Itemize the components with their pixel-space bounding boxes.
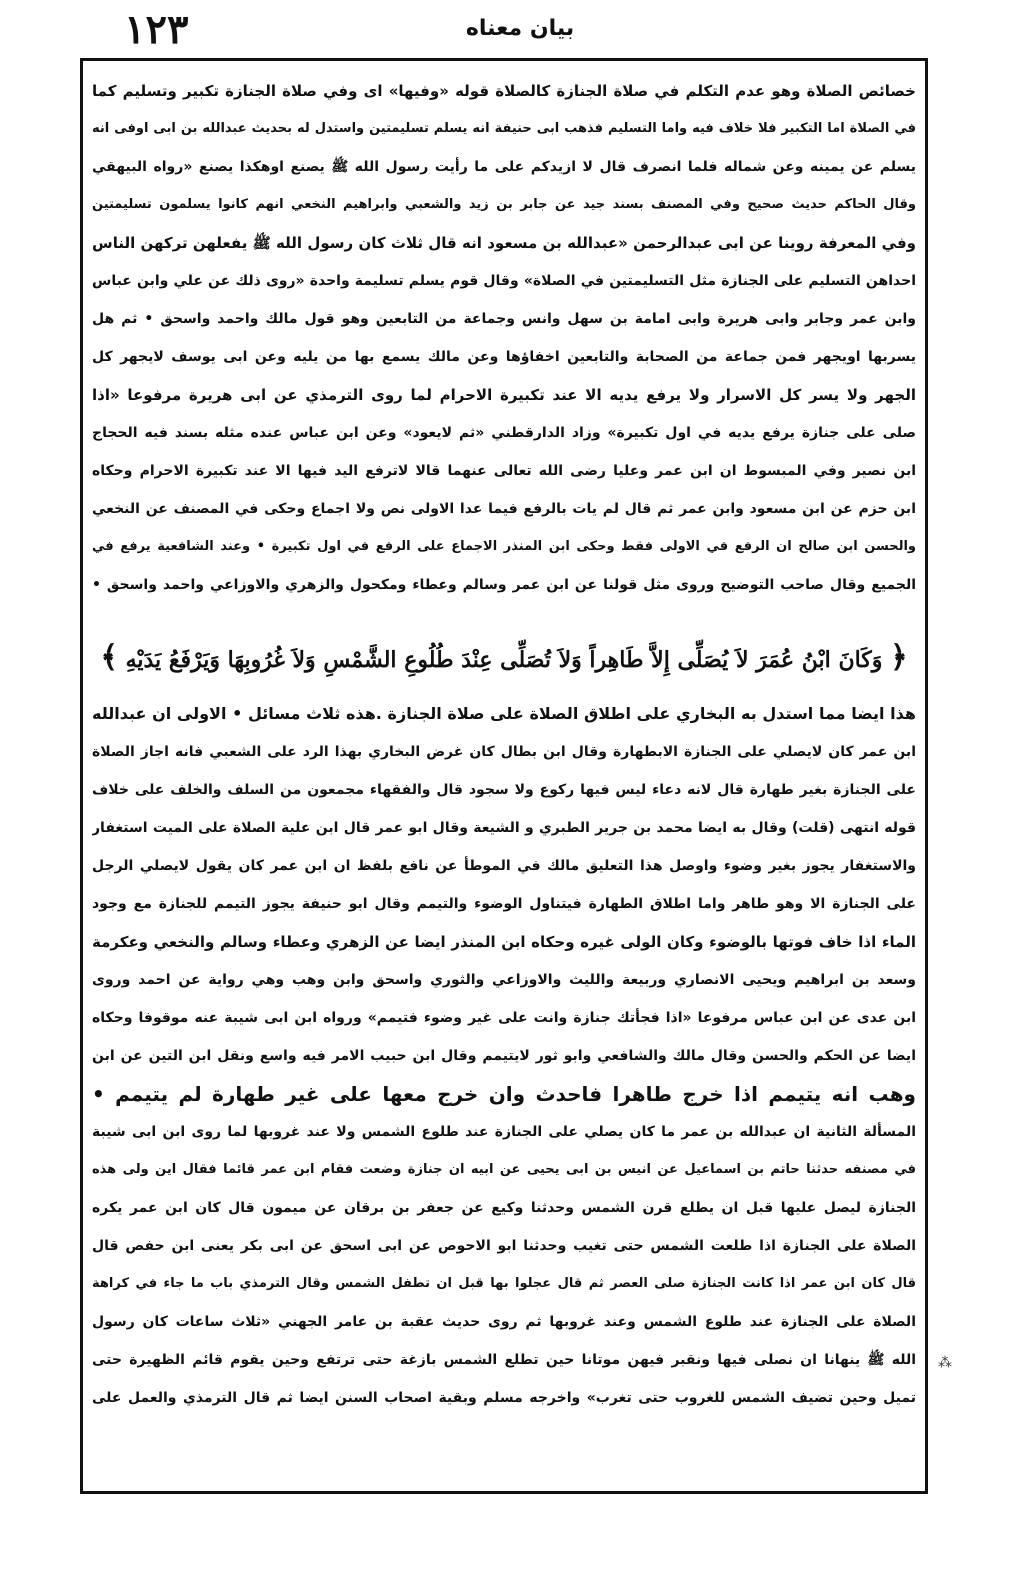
heading-close-bracket: ﴾ [100,640,118,675]
running-title: بيان معناه [465,16,575,41]
text-line: الماء اذا خاف فوتها بالوضوء وكان الولى غيره وحكاه ابن المنذر ايضا عن الزهري وعطاء وسالم والنخعي وعكرمة [92,933,916,951]
text-line: ابن نصير وفي المبسوط ان ابن عمر وعليا رضى الله تعالى عنهما قالا لاترفع اليد فيها الا عند تكبيرة الاحرام وحكاه [92,463,916,479]
text-line: والاستغفار يجوز بغير وضوء واوصل هذا التعليق مالك في الموطأ عن نافع بلفظ ان ابن عمر كان يقول لايصلي الرجل [92,858,916,874]
text-line: المسألة الثانية ان عبدالله بن عمر ما كان يصلي على الجنازة عند طلوع الشمس ولا عند غروبها لما روى ابن ابى شيبة [92,1124,916,1140]
text-line: قال كان ابن عمر اذا كانت الجنازة صلى العصر ثم قال عجلوا بها قبل ان تطفل الشمس وقال الترمذي باب ما جاء في كراهة [92,1276,916,1291]
commentary-block-bottom [92,695,916,1417]
text-line: في الصلاة اما التكبير فلا خلاف فيه واما التسليم فذهب ابى حنيفة انه يسلم تسليمتين واستدل له بحديث عبدالله بن ابى اوفى انه [92,121,916,136]
text-line: هذا ايضا مما استدل به البخاري على اطلاق الصلاة على صلاة الجنازة .هذه ثلاث مسائل • الاولى ان عبدالله [92,704,916,723]
text-line: يسلم عن يمينه وعن شماله فلما انصرف قال لا ازيدكم على ما رأيت رسول الله ﷺ يصنع اوهكذا يصنع «رواه البيهقي [92,159,916,175]
text-line: وهب انه يتيمم اذا خرج طاهرا فاحدث وان خرج معها على غير طهارة لم يتيمم • [92,1082,916,1106]
text-line: ابن حزم عن ابن مسعود وابن عمر ثم قال لم يات بالرفع فيما عدا الاولى نص ولا اجماع وحكى في المصنف عن النخعي [92,501,916,517]
text-line: وابن عمر وجابر وابى هريرة وابى امامة بن سهل وانس وجماعة من التابعين وهو قول مالك واحمد واسحق • ثم هل [92,311,916,327]
text-line: وسعد بن ابراهيم ويحيى الانصاري وربيعة والليث والاوزاعي والثوري واسحق وابن وهب وهي رواية عن احمد وروى [92,972,916,988]
text-line: الجهر ولا يسر كل الاسرار ولا يرفع يديه الا عند تكبيرة الاحرام لما روى الترمذي عن ابى هريرة مرفوعا «اذا [92,386,916,404]
text-line: على الجنازة الا وهو طاهر واما اطلاق الطهارة فيتناول الوضوء والتيمم وقال ابو حنيفة يجوز التيمم للجنازة مع وجود [92,896,916,912]
text-line: على الجنازة بغير طهارة قال لانه دعاء ليس فيها ركوع ولا سجود قال والفقهاء مجمعون من السلف والخلف على خلاف [92,782,916,798]
text-line: الصلاة على الجنازة عند طلوع الشمس وعند غروبها ثم روى حديث عقبة بن عامر الجهني «ثلاث ساعات كان رسول [92,1314,916,1330]
text-line: في مصنفه حدثنا حاتم بن اسماعيل عن انيس بن ابى يحيى عن ابيه ان جنازة وضعت فقام ابن عمر قائما فقال اين ولى هذه [92,1162,916,1177]
commentary-block-top [92,72,916,604]
page-number: ١٢٣ [124,6,189,53]
hadith-heading [92,634,916,682]
margin-mark: ⁂ [938,1355,952,1371]
text-line: ابن عدى عن ابن عباس مرفوعا «اذا فجأتك جنازة وانت على غير وضوء فتيمم» ورواه ابن ابى شيبة عنه موقوفا وحكاه [92,1010,916,1026]
text-line: ايضا عن الحكم والحسن وقال مالك والشافعي وابو ثور لايتيمم وقال ابن حبيب الامر فيه واسع ونقل ابن التين عن ابن [92,1048,916,1064]
text-line: الجنازة ليصل عليها قبل ان يطلع قرن الشمس وحدثنا وكيع عن جعفر بن برقان عن ميمون قال كان ابن عمر يكره [92,1200,916,1216]
text-line: ابن عمر كان لايصلي على الجنازة الابطهارة وقال ابن بطال كان غرض البخاري بهذا الرد على الشعبي فانه اجاز الصلاة [92,744,916,760]
text-line: يسربها اويجهر فمن جماعة من الصحابة والتابعين اخفاؤها وعن مالك يسمع بها من يليه وعن ابى يوسف لايجهر كل [92,349,916,365]
text-line: الجميع وقال صاحب التوضيح وروى مثل قولنا عن ابن عمر وسالم وعطاء ومكحول والزهري والاوزاعي واحمد واسحق • [92,577,916,593]
text-line: صلى على جنازة يرفع يديه في اول تكبيرة» وزاد الدارقطني «ثم لايعود» وعن ابن عباس عنده مثله بسند فيه الحجاج [92,425,916,441]
text-line: والحسن ابن صالح ان الرفع في الاولى فقط وحكى ابن المنذر الاجماع على الرفع في اول تكبيرة • وعند الشافعية يرفع في [92,539,916,554]
text-line: الصلاة على الجنازة اذا طلعت الشمس حتى تغيب وحدثنا ابو الاحوص عن ابى اسحق عن ابى بكر يعنى ابن حفص قال [92,1238,916,1254]
text-line: وفي المعرفة روينا عن ابى عبدالرحمن «عبدالله بن مسعود انه قال ثلاث كان رسول الله ﷺ يفعلهن تركهن الناس [92,234,916,252]
text-line: الله ﷺ ينهانا ان نصلى فيها ونقبر فيهن موتانا حين تطلع الشمس بازغة حتى ترتفع وحين يقوم قائم الظهيرة حتى [92,1352,916,1368]
text-line: قوله انتهى (قلت) وقال به ايضا محمد بن جرير الطبري و الشيعة وقال ابو عمر قال ابن علية الصلاة على الميت استغفار [92,820,916,836]
heading-text: وَكَانَ ابْنُ عُمَرَ لاَ يُصَلِّى إِلاَّ طَاهِراً وَلاَ تُصَلِّى عِنْدَ طُلُوعِ الشَّمْسِ وَلاَ غُرُوبِهَا وَيَرْفَعُ يَدَيْهِ [125,647,883,673]
heading-open-bracket: ﴿ [890,640,908,675]
text-line: خصائص الصلاة وهو عدم التكلم في صلاة الجنازة كالصلاة قوله «وفيها» اى وفي صلاة الجنازة تكبير وتسليم كما [92,82,916,100]
text-line: تميل وحين تضيف الشمس للغروب حتى تغرب» واخرجه مسلم وبقية اصحاب السنن ايضا ثم قال الترمذي والعمل على [92,1390,916,1406]
text-line: وقال الحاكم حديث صحيح وفي المصنف بسند جيد عن جابر بن زيد والشعبي وابراهيم النخعي انهم كانوا يسلمون تسليمتين [92,197,916,212]
text-line: احداهن التسليم على الجنازة مثل التسليمتين في الصلاة» وقال قوم يسلم تسليمة واحدة «روى ذلك عن علي وابن عباس [92,273,916,289]
